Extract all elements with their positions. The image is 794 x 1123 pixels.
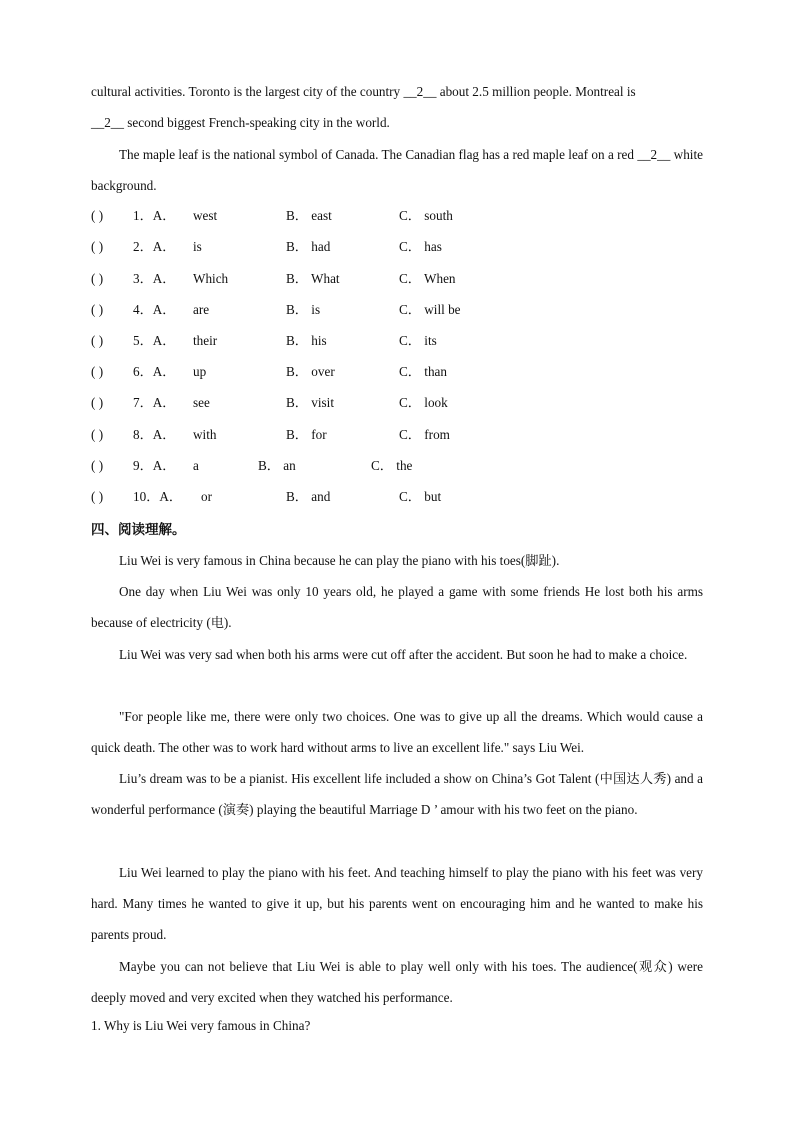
reading-paragraph-6: Liu Wei learned to play the piano with his feet. And teaching himself to play the piano with his feet was very hard. Many times he wanted to give it up, but his parents went on encouraging him and he wanted to make his parents proud. bbox=[91, 865, 703, 943]
option-number: 3．A． bbox=[133, 271, 176, 286]
option-row-4 bbox=[91, 301, 651, 319]
option-b: B． is bbox=[286, 302, 321, 317]
option-b: B． for bbox=[286, 427, 327, 442]
option-b: B． his bbox=[286, 333, 327, 348]
answer-blank: ( ) bbox=[91, 458, 104, 473]
option-c: C． south bbox=[399, 208, 453, 223]
option-c: C． but bbox=[399, 489, 442, 504]
reading-paragraph-5: Liu’s dream was to be a pianist. His excellent life included a show on China’s Got Talent (中国达人秀) and a wonderful performance (演奏) playing the beautiful Marriage D ’ amour with his two feet on the piano. bbox=[91, 771, 703, 818]
option-c: C． When bbox=[399, 271, 456, 286]
answer-blank: ( ) bbox=[91, 333, 104, 348]
reading-paragraph-2: One day when Liu Wei was only 10 years old, he played a game with some friends He lost both his arms because of electricity (电). bbox=[91, 584, 703, 631]
option-a: Which bbox=[193, 271, 229, 286]
option-number: 1．A． bbox=[133, 208, 176, 223]
answer-blank: ( ) bbox=[91, 302, 104, 317]
option-row-10 bbox=[91, 488, 651, 506]
option-number: 4．A． bbox=[133, 302, 176, 317]
passage-paragraph-maple-leaf: The maple leaf is the national symbol of Canada. The Canadian flag has a red maple leaf on a red __2__ white background. bbox=[91, 147, 703, 194]
option-a: is bbox=[193, 239, 202, 254]
answer-blank: ( ) bbox=[91, 239, 104, 254]
option-a: a bbox=[193, 458, 199, 473]
passage-line-1: cultural activities. Toronto is the largest city of the country __2__ about 2.5 million people. Montreal is bbox=[91, 84, 636, 99]
reading-paragraph-1: Liu Wei is very famous in China because he can play the piano with his toes(脚趾). bbox=[119, 553, 560, 568]
reading-paragraph-4: "For people like me, there were only two choices. One was to give up all the dreams. Which would cause a quick death. The other was to work hard without arms to live an excellent life." says Liu Wei. bbox=[91, 709, 703, 756]
option-b: B． visit bbox=[286, 395, 334, 410]
option-b: B． had bbox=[286, 239, 331, 254]
option-a: up bbox=[193, 364, 207, 379]
option-row-5 bbox=[91, 332, 651, 350]
option-row-9 bbox=[91, 457, 651, 475]
option-a: west bbox=[193, 208, 218, 223]
option-number: 9．A． bbox=[133, 458, 176, 473]
option-a: their bbox=[193, 333, 218, 348]
option-b: B． What bbox=[286, 271, 340, 286]
option-row-7 bbox=[91, 394, 651, 412]
option-a: see bbox=[193, 395, 210, 410]
answer-blank: ( ) bbox=[91, 208, 104, 223]
option-b: B． an bbox=[258, 458, 296, 473]
option-b: B． over bbox=[286, 364, 335, 379]
answer-blank: ( ) bbox=[91, 364, 104, 379]
option-c: C． the bbox=[371, 458, 413, 473]
option-c: C． from bbox=[399, 427, 450, 442]
option-c: C． look bbox=[399, 395, 448, 410]
option-number: 2．A． bbox=[133, 239, 176, 254]
option-row-2 bbox=[91, 238, 651, 256]
answer-blank: ( ) bbox=[91, 271, 104, 286]
answer-blank: ( ) bbox=[91, 427, 104, 442]
option-number: 6．A． bbox=[133, 364, 176, 379]
option-row-3 bbox=[91, 270, 651, 288]
reading-paragraph-3: Liu Wei was very sad when both his arms were cut off after the accident. But soon he had to make a choice. bbox=[119, 647, 688, 662]
option-b: B． and bbox=[286, 489, 331, 504]
option-b: B． east bbox=[286, 208, 332, 223]
reading-paragraph-7: Maybe you can not believe that Liu Wei is able to play well only with his toes. The audience(观众) were deeply moved and very excited when they watched his performance. bbox=[91, 959, 703, 1006]
section-heading-reading: 四、阅读理解。 bbox=[91, 522, 186, 538]
option-a: or bbox=[201, 489, 212, 504]
option-number: 8．A． bbox=[133, 427, 176, 442]
option-c: C． will be bbox=[399, 302, 461, 317]
answer-blank: ( ) bbox=[91, 395, 104, 410]
passage-line-2: __2__ second biggest French-speaking city in the world. bbox=[91, 115, 390, 130]
option-c: C． than bbox=[399, 364, 447, 379]
option-c: C． its bbox=[399, 333, 437, 348]
option-number: 5．A． bbox=[133, 333, 176, 348]
option-row-6 bbox=[91, 363, 651, 381]
answer-blank: ( ) bbox=[91, 489, 104, 504]
option-number: 7．A． bbox=[133, 395, 176, 410]
option-a: are bbox=[193, 302, 210, 317]
question-1: 1. Why is Liu Wei very famous in China? bbox=[91, 1018, 311, 1033]
option-a: with bbox=[193, 427, 217, 442]
option-number: 10．A． bbox=[133, 489, 183, 504]
option-c: C． has bbox=[399, 239, 442, 254]
option-row-1 bbox=[91, 207, 651, 225]
option-row-8 bbox=[91, 426, 651, 444]
